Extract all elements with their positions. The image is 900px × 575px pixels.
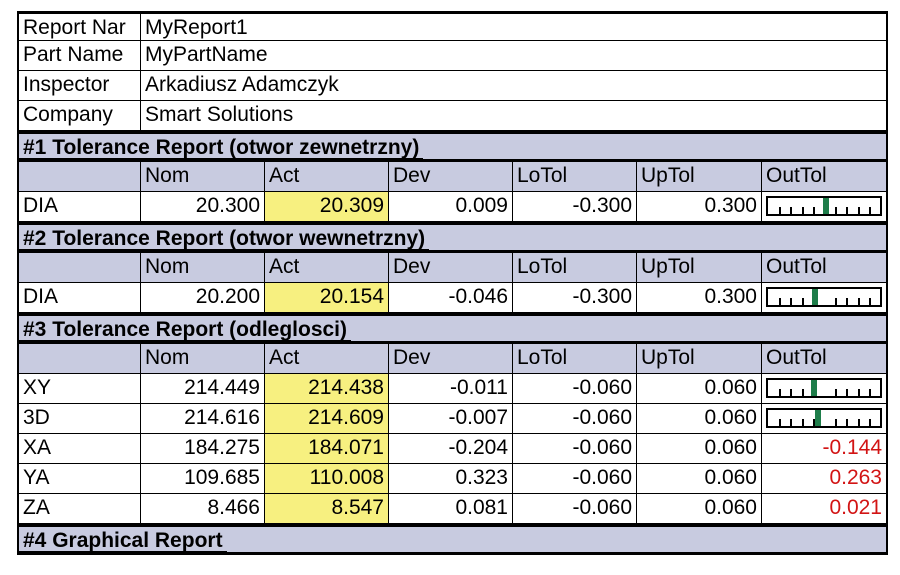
column-header: Act	[265, 253, 389, 283]
actual-value: 8.547	[265, 494, 389, 524]
feature-name: XY	[19, 374, 141, 404]
nominal-value: 214.616	[141, 404, 265, 434]
gauge-tick	[869, 207, 871, 214]
column-header-row	[17, 162, 888, 192]
gauge-tick	[858, 389, 860, 396]
upper-tolerance: 0.060	[637, 464, 762, 494]
gauge-tick	[869, 389, 871, 396]
gauge-tick	[835, 207, 837, 214]
column-header: Nom	[141, 344, 265, 374]
lower-tolerance: -0.060	[513, 464, 637, 494]
table-row	[17, 283, 888, 313]
column-header-row	[17, 344, 888, 374]
lower-tolerance: -0.060	[513, 374, 637, 404]
column-header: Nom	[141, 162, 265, 192]
column-header	[19, 253, 141, 283]
table-row	[17, 434, 888, 464]
meta-row	[17, 71, 888, 101]
lower-tolerance: -0.300	[513, 192, 637, 222]
out-of-tolerance	[762, 374, 886, 404]
meta-value: Arkadiusz Adamczyk	[141, 71, 886, 101]
nominal-value: 8.466	[141, 494, 265, 524]
feature-name: DIA	[19, 192, 141, 222]
feature-name: ZA	[19, 494, 141, 524]
gauge-indicator	[823, 198, 829, 214]
gauge-tick	[779, 419, 781, 426]
column-header-row	[17, 253, 888, 283]
gauge-tick	[835, 389, 837, 396]
actual-value: 110.008	[265, 464, 389, 494]
column-header: Dev	[389, 253, 513, 283]
gauge-tick	[869, 298, 871, 305]
column-header	[19, 162, 141, 192]
nominal-value: 109.685	[141, 464, 265, 494]
section-title-row	[17, 313, 888, 344]
meta-label: Report Nar	[19, 14, 141, 41]
nominal-value: 20.200	[141, 283, 265, 313]
tolerance-gauge	[766, 287, 882, 307]
section-title: #3 Tolerance Report (odleglosci)	[19, 316, 351, 341]
nominal-value: 214.449	[141, 374, 265, 404]
gauge-tick	[846, 389, 848, 396]
column-header: LoTol	[513, 253, 637, 283]
gauge-tick	[802, 389, 804, 396]
deviation-value: -0.011	[389, 374, 513, 404]
nominal-value: 20.300	[141, 192, 265, 222]
column-header: Act	[265, 344, 389, 374]
gauge-tick	[779, 207, 781, 214]
gauge-tick	[858, 207, 860, 214]
out-of-tolerance: -0.144	[762, 434, 886, 464]
gauge-indicator	[812, 289, 818, 305]
table-row	[17, 374, 888, 404]
gauge-tick	[835, 419, 837, 426]
gauge-tick	[869, 419, 871, 426]
section-title-row	[17, 524, 888, 555]
deviation-value: 0.323	[389, 464, 513, 494]
gauge-indicator	[811, 380, 817, 396]
column-header: UpTol	[637, 344, 762, 374]
gauge-tick	[802, 419, 804, 426]
gauge-tick	[835, 298, 837, 305]
column-header	[19, 344, 141, 374]
gauge-tick	[846, 298, 848, 305]
column-header: UpTol	[637, 162, 762, 192]
meta-row	[17, 11, 888, 41]
lower-tolerance: -0.060	[513, 404, 637, 434]
upper-tolerance: 0.300	[637, 283, 762, 313]
section-title: #2 Tolerance Report (otwor wewnetrzny)	[19, 225, 429, 250]
lower-tolerance: -0.060	[513, 494, 637, 524]
meta-label: Company	[19, 101, 141, 131]
feature-name: YA	[19, 464, 141, 494]
meta-label: Part Name	[19, 41, 141, 71]
gauge-tick	[790, 419, 792, 426]
deviation-value: -0.007	[389, 404, 513, 434]
upper-tolerance: 0.060	[637, 404, 762, 434]
gauge-tick	[790, 389, 792, 396]
deviation-value: 0.081	[389, 494, 513, 524]
table-row	[17, 404, 888, 434]
tolerance-gauge	[766, 196, 882, 216]
gauge-tick	[802, 298, 804, 305]
feature-name: 3D	[19, 404, 141, 434]
actual-value: 20.154	[265, 283, 389, 313]
gauge-tick	[779, 389, 781, 396]
column-header: Nom	[141, 253, 265, 283]
nominal-value: 184.275	[141, 434, 265, 464]
gauge-tick	[779, 298, 781, 305]
column-header: UpTol	[637, 253, 762, 283]
gauge-tick	[858, 419, 860, 426]
column-header: Dev	[389, 344, 513, 374]
tolerance-gauge	[766, 378, 882, 398]
lower-tolerance: -0.300	[513, 283, 637, 313]
section-title: #4 Graphical Report	[19, 527, 227, 552]
deviation-value: 0.009	[389, 192, 513, 222]
out-of-tolerance: 0.021	[762, 494, 886, 524]
tolerance-gauge	[766, 408, 882, 428]
actual-value: 214.609	[265, 404, 389, 434]
gauge-tick	[790, 207, 792, 214]
table-row	[17, 464, 888, 494]
gauge-tick	[858, 298, 860, 305]
actual-value: 214.438	[265, 374, 389, 404]
column-header: OutTol	[762, 253, 886, 283]
column-header: LoTol	[513, 344, 637, 374]
section-title-row	[17, 222, 888, 253]
section-title: #1 Tolerance Report (otwor zewnetrzny)	[19, 134, 423, 159]
gauge-tick	[846, 207, 848, 214]
meta-value: MyReport1	[141, 14, 886, 41]
gauge-tick	[790, 298, 792, 305]
section-title-row	[17, 131, 888, 162]
deviation-value: -0.204	[389, 434, 513, 464]
gauge-tick	[802, 207, 804, 214]
tolerance-report-sheet	[17, 11, 888, 555]
actual-value: 20.309	[265, 192, 389, 222]
upper-tolerance: 0.060	[637, 374, 762, 404]
out-of-tolerance	[762, 283, 886, 313]
gauge-tick	[813, 207, 815, 214]
meta-value: Smart Solutions	[141, 101, 886, 131]
actual-value: 184.071	[265, 434, 389, 464]
column-header: Act	[265, 162, 389, 192]
column-header: OutTol	[762, 344, 886, 374]
meta-row	[17, 41, 888, 71]
out-of-tolerance: 0.263	[762, 464, 886, 494]
lower-tolerance: -0.060	[513, 434, 637, 464]
table-row	[17, 494, 888, 524]
table-row	[17, 192, 888, 222]
column-header: Dev	[389, 162, 513, 192]
deviation-value: -0.046	[389, 283, 513, 313]
gauge-tick	[846, 419, 848, 426]
upper-tolerance: 0.060	[637, 494, 762, 524]
gauge-indicator	[815, 410, 821, 426]
upper-tolerance: 0.060	[637, 434, 762, 464]
out-of-tolerance	[762, 404, 886, 434]
feature-name: DIA	[19, 283, 141, 313]
upper-tolerance: 0.300	[637, 192, 762, 222]
meta-label: Inspector	[19, 71, 141, 101]
out-of-tolerance	[762, 192, 886, 222]
meta-row	[17, 101, 888, 131]
feature-name: XA	[19, 434, 141, 464]
column-header: OutTol	[762, 162, 886, 192]
meta-value: MyPartName	[141, 41, 886, 71]
column-header: LoTol	[513, 162, 637, 192]
